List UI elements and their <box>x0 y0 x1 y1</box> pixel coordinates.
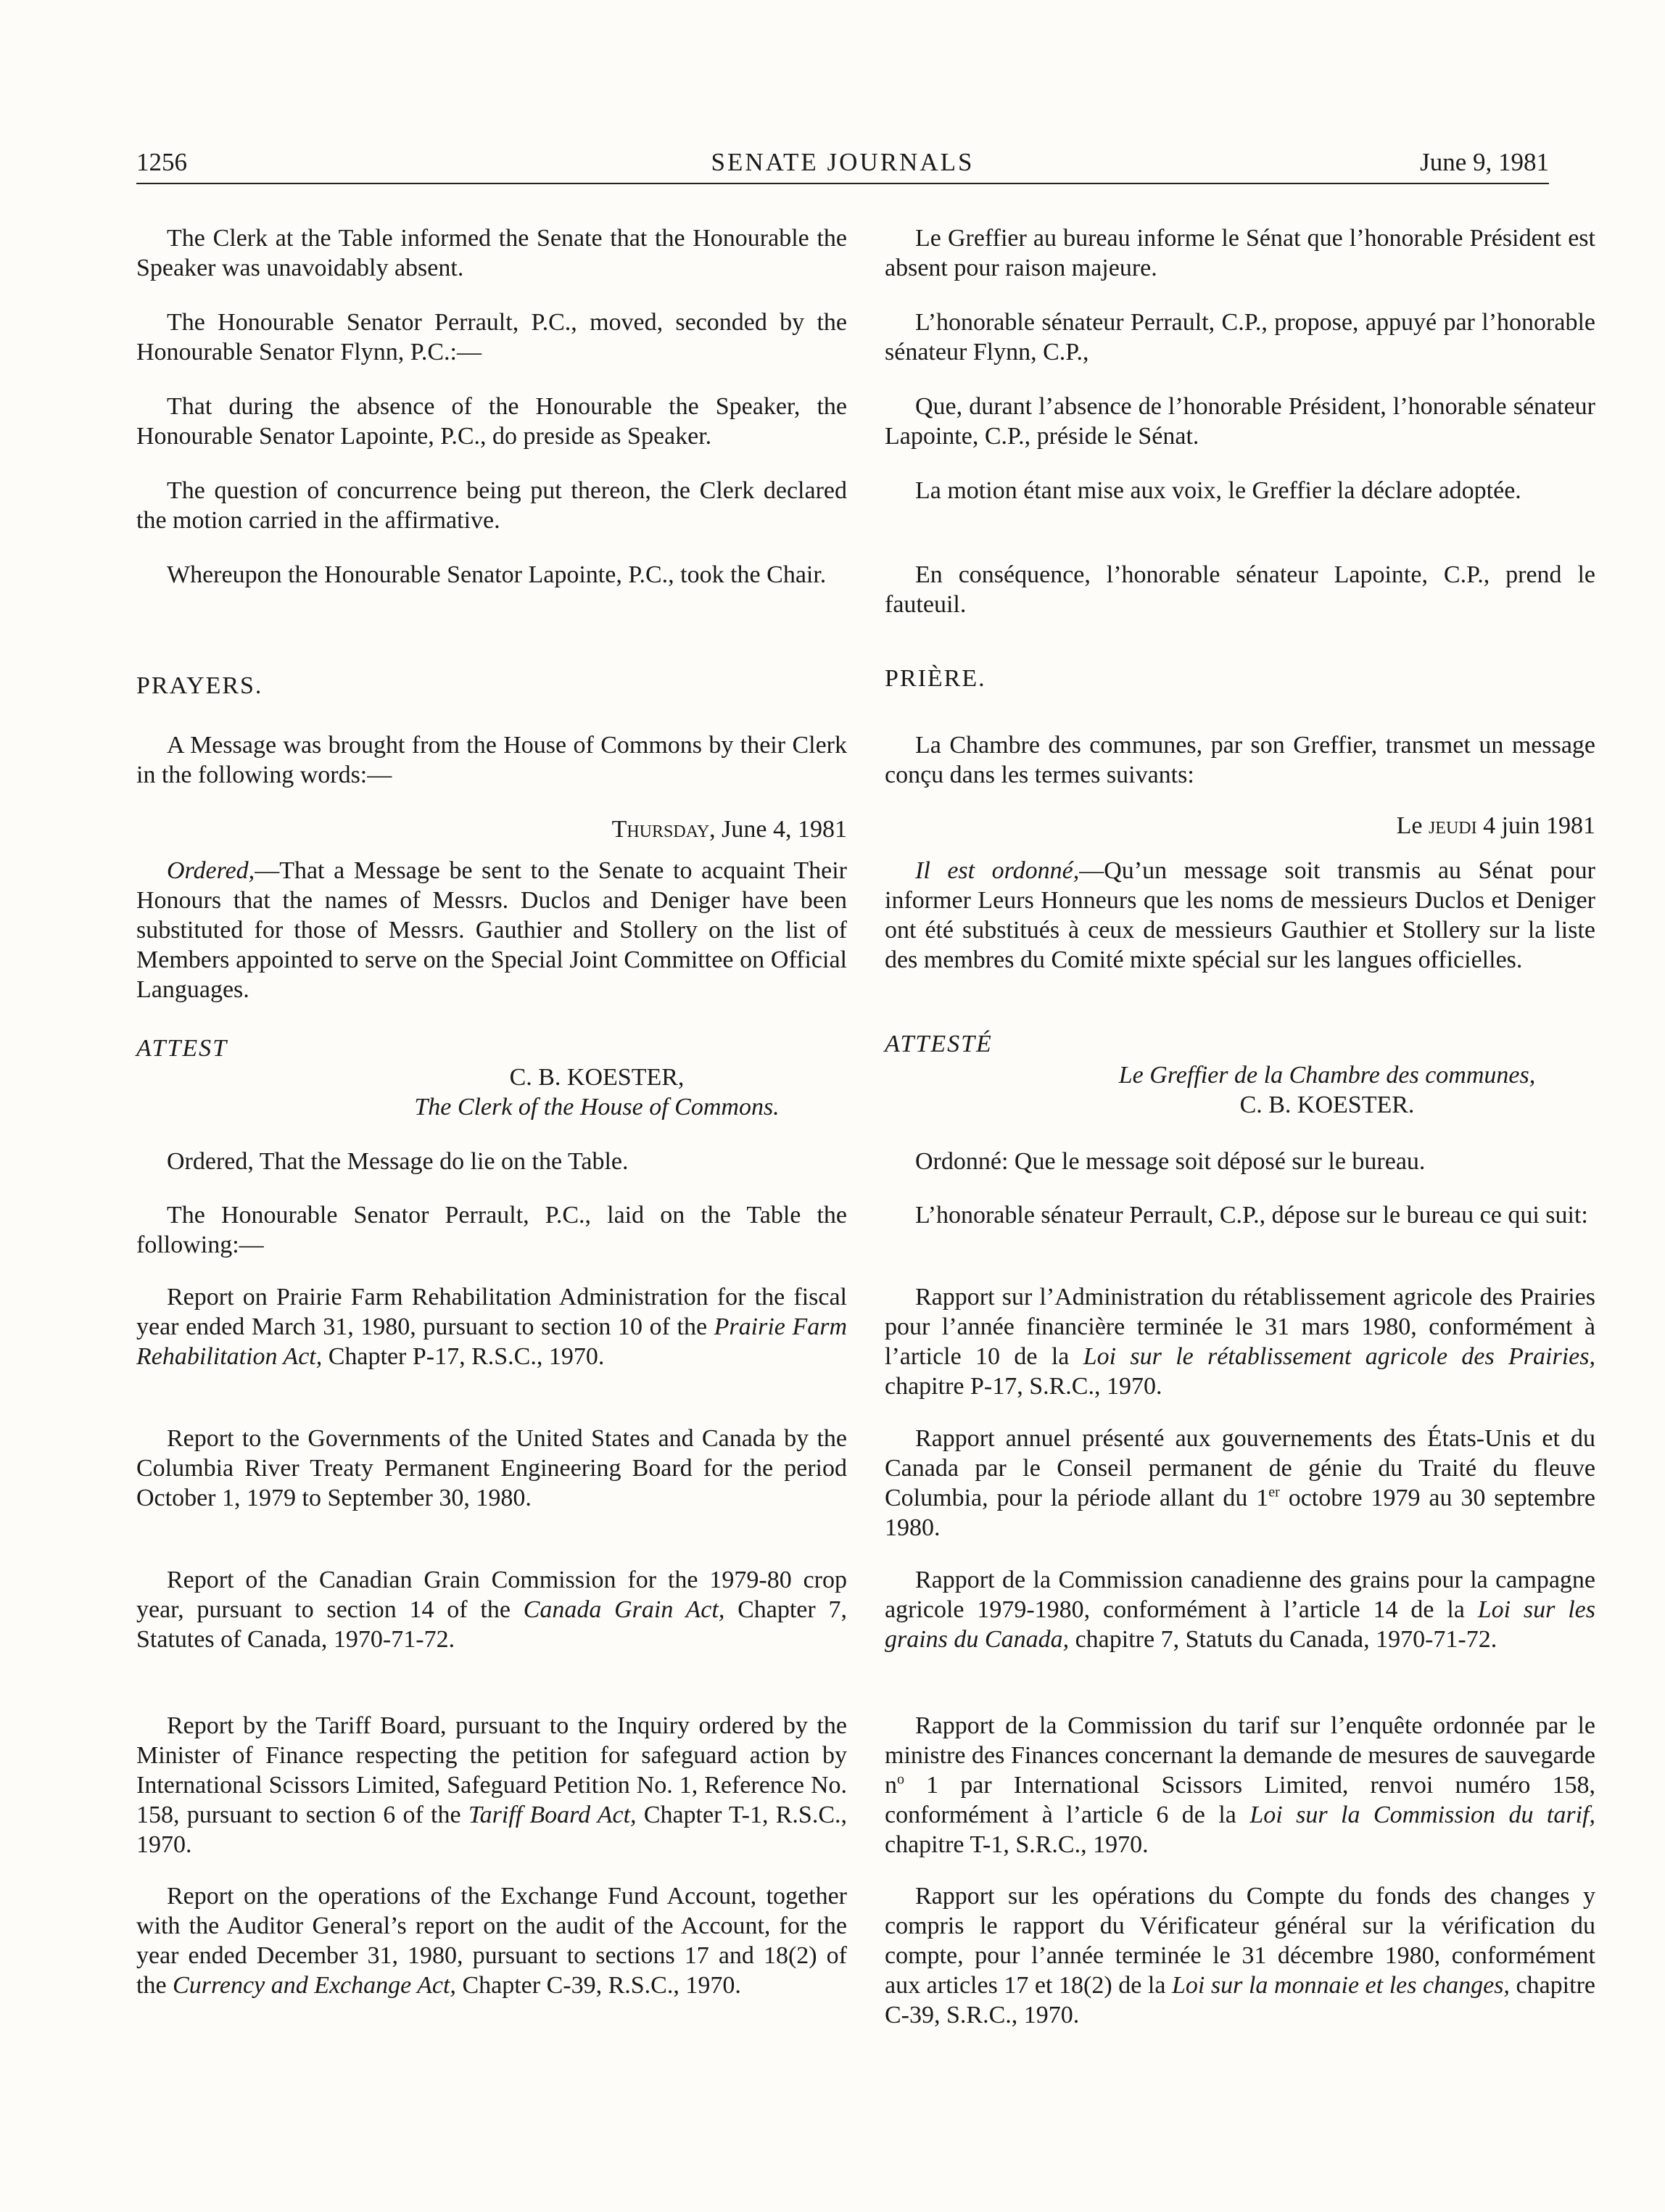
en-prayers-heading: PRAYERS. <box>136 672 263 699</box>
en-chair-paragraph: Whereupon the Honourable Senator Lapointe, P.C., took the Chair. <box>167 561 827 588</box>
fr-report-columbia <box>885 1424 1595 1543</box>
en-ordered-label: Ordered, <box>167 857 255 884</box>
fr-report-tariff-act: Loi sur la Commission du tarif, <box>1249 1802 1595 1828</box>
fr-report-pfra <box>885 1282 1595 1401</box>
fr-report-columbia-dates: octobre 1979 au 30 septembre 1980. <box>885 1485 1596 1541</box>
fr-clerk-name: C. B. KOESTER. <box>1239 1091 1415 1118</box>
fr-report-exchange-act: Loi sur la monnaie et les changes, <box>1172 1972 1510 1999</box>
fr-dateline <box>885 811 1595 841</box>
en-dateline <box>136 814 847 844</box>
page-header <box>136 146 1549 184</box>
fr-report-grain-act: Loi sur les grains du Canada, <box>885 1596 1595 1653</box>
fr-dateline-le: Le <box>1396 812 1429 839</box>
fr-report-pfra-text: Rapport sur l’Administration du rétablissement agricole des Prairies pour l’année financière terminée le 31 mars 1980, conformément à l’article 10 de la <box>885 1284 1595 1370</box>
fr-report-tariff <box>885 1711 1595 1860</box>
en-report-pfra-text: Report on Prairie Farm Rehabilitation Administration for the fiscal year ended March 31, 1980, pursuant to section 10 of the <box>136 1284 847 1340</box>
fr-prayers-heading: PRIÈRE. <box>885 665 986 692</box>
en-dateline-day: Thursday <box>611 816 710 843</box>
journal-title: SENATE JOURNALS <box>711 148 975 176</box>
en-clerk-name: C. B. KOESTER, <box>509 1064 685 1091</box>
en-clerk-title-text: The Clerk of the House of Commons. <box>414 1094 780 1121</box>
fr-clerk-informs-paragraph: Le Greffier au bureau informe le Sénat que l’honorable Président est absent pour raison majeure. <box>885 225 1595 281</box>
fr-laid-paragraph: L’honorable sénateur Perrault, C.P., dépose sur le bureau ce qui suit: <box>915 1202 1588 1229</box>
en-clerk-informs-paragraph: The Clerk at the Table informed the Senate that the Honourable the Speaker was unavoidably absent. <box>136 225 847 281</box>
fr-resolution-paragraph: Que, durant l’absence de l’honorable Président, l’honorable sénateur Lapointe, C.P., préside le Sénat. <box>885 393 1595 450</box>
en-report-grain-text: Report of the Canadian Grain Commission for the 1979-80 crop year, pursuant to section 14 of the <box>136 1567 847 1623</box>
en-report-tariff <box>136 1711 847 1860</box>
fr-report-exchange-text: Rapport sur les opérations du Compte du fonds des changes y compris le rapport du Vérificateur général sur la vérification du compte, pour l’année terminée le 31 décembre 1980, conformément aux articles 17 et 18(2) de la <box>885 1883 1595 1999</box>
en-attest-label: ATTEST <box>136 1035 228 1062</box>
fr-attest-label: ATTESTÉ <box>885 1031 993 1057</box>
fr-clerk-title-text: Le Greffier de la Chambre des communes, <box>1118 1062 1536 1089</box>
en-message-paragraph: A Message was brought from the House of Commons by their Clerk in the following words:— <box>136 732 847 788</box>
fr-report-grain-text: Rapport de la Commission canadienne des grains pour la campagne agricole 1979-1980, conformément à l’article 14 de la <box>885 1567 1595 1623</box>
fr-dateline-day: jeudi <box>1428 812 1477 839</box>
fr-report-exchange-chapter: chapitre C-39, S.R.C., 1970. <box>885 1972 1595 2029</box>
en-report-tariff-act: Tariff Board Act, <box>468 1802 637 1828</box>
en-ordered-lie-paragraph: Ordered, That the Message do lie on the Table. <box>167 1148 629 1175</box>
en-report-tariff-chapter: Chapter T-1, R.S.C., 1970. <box>136 1802 847 1858</box>
fr-report-tariff-text: Rapport de la Commission du tarif sur l’enquête ordonnée par le ministre des Finances concernant la demande de mesures de sauvegarde n <box>885 1712 1595 1799</box>
fr-ordered-lie-paragraph: Ordonné: Que le message soit déposé sur le bureau. <box>915 1148 1426 1175</box>
fr-report-columbia-sup: er <box>1268 1484 1280 1501</box>
fr-report-exchange <box>885 1881 1595 2030</box>
fr-report-grain <box>885 1565 1595 1654</box>
fr-report-pfra-act: Loi sur le rétablissement agricole des Prairies, <box>1083 1343 1595 1370</box>
fr-motion-paragraph: L’honorable sénateur Perrault, C.P., propose, appuyé par l’honorable sénateur Flynn, C.P., <box>885 309 1595 366</box>
en-report-pfra-chapter: Chapter P-17, R.S.C., 1970. <box>322 1343 605 1370</box>
fr-question-paragraph: La motion étant mise aux voix, le Greffier la déclare adoptée. <box>915 477 1521 504</box>
en-report-pfra-act: Prairie Farm Rehabilitation Act, <box>136 1313 848 1370</box>
en-resolution-paragraph: That during the absence of the Honourable the Speaker, the Honourable Senator Lapointe, P.C., do preside as Speaker. <box>136 393 847 450</box>
en-motion-paragraph: The Honourable Senator Perrault, P.C., moved, seconded by the Honourable Senator Flynn, P.C.:— <box>136 309 847 366</box>
en-clerk-title <box>405 1092 789 1122</box>
en-report-tariff-text: Report by the Tariff Board, pursuant to the Inquiry ordered by the Minister of Finance respecting the petition for safeguard action by International Scissors Limited, Safeguard Petition No. 1, Reference No. 158, pursuant to section 6 of the <box>136 1712 847 1828</box>
en-report-exchange-text: Report on the operations of the Exchange Fund Account, together with the Auditor General’s report on the audit of the Account, for the year ended December 31, 1980, pursuant to sections 17 and 18(2) of the <box>136 1883 847 1999</box>
journal-date: June 9, 1981 <box>1420 148 1549 176</box>
fr-message-paragraph: La Chambre des communes, par son Greffier, transmet un message conçu dans les termes suivants: <box>885 732 1595 788</box>
en-dateline-date: , June 4, 1981 <box>709 816 847 843</box>
en-ordered-paragraph <box>136 856 847 1004</box>
fr-ordered-paragraph <box>885 856 1595 975</box>
fr-report-tariff-sup: o <box>897 1771 904 1788</box>
fr-report-tariff-chapter: chapitre T-1, S.R.C., 1970. <box>885 1831 1149 1858</box>
en-report-pfra <box>136 1282 847 1371</box>
en-report-exchange-act: Currency and Exchange Act, <box>173 1972 456 1999</box>
fr-ordered-label: Il est ordonné, <box>915 857 1080 884</box>
fr-chair-paragraph: En conséquence, l’honorable sénateur Lapointe, C.P., prend le fauteuil. <box>885 561 1595 618</box>
en-report-grain <box>136 1565 847 1654</box>
page-number: 1256 <box>136 148 187 176</box>
en-report-grain-chapter: Chapter 7, Statutes of Canada, 1970-71-72. <box>136 1596 847 1653</box>
fr-report-columbia-text: Rapport annuel présenté aux gouvernements des États-Unis et du Canada par le Conseil permanent de génie du Traité du fleuve Columbia, pour la période allant du 1 <box>885 1425 1595 1511</box>
fr-report-tariff-text-2: 1 par International Scissors Limited, renvoi numéro 158, conformément à l’article 6 de la <box>885 1772 1595 1828</box>
en-report-exchange-chapter: Chapter C-39, R.S.C., 1970. <box>455 1972 741 1999</box>
en-question-paragraph: The question of concurrence being put thereon, the Clerk declared the motion carried in the affirmative. <box>136 477 847 534</box>
en-laid-paragraph: The Honourable Senator Perrault, P.C., laid on the Table the following:— <box>136 1202 847 1258</box>
en-report-exchange <box>136 1881 847 2000</box>
en-ordered-text: —That a Message be sent to the Senate to acquaint Their Honours that the names of Messrs. Duclos and Deniger have been substituted for those of Messrs. Gauthier and Stollery on the list of Members appointed to serve on the Special Joint Committee on Official Languages. <box>136 857 847 1003</box>
fr-clerk-title <box>1095 1060 1559 1090</box>
fr-dateline-date: 4 juin 1981 <box>1476 812 1595 839</box>
en-report-columbia: Report to the Governments of the United States and Canada by the Columbia River Treaty Permanent Engineering Board for the period October 1, 1979 to September 30, 1980. <box>136 1425 847 1511</box>
en-report-grain-act: Canada Grain Act, <box>523 1596 725 1623</box>
fr-ordered-text: —Qu’un message soit transmis au Sénat pour informer Leurs Honneurs que les noms de messieurs Duclos et Deniger ont été substitués à ceux de messieurs Gauthier et Stollery sur la liste des membres du Comité mixte spécial sur les langues officielles. <box>885 857 1595 973</box>
fr-report-pfra-chapter: chapitre P-17, S.R.C., 1970. <box>885 1373 1162 1400</box>
fr-report-grain-chapter: chapitre 7, Statuts du Canada, 1970-71-72. <box>1069 1626 1497 1653</box>
